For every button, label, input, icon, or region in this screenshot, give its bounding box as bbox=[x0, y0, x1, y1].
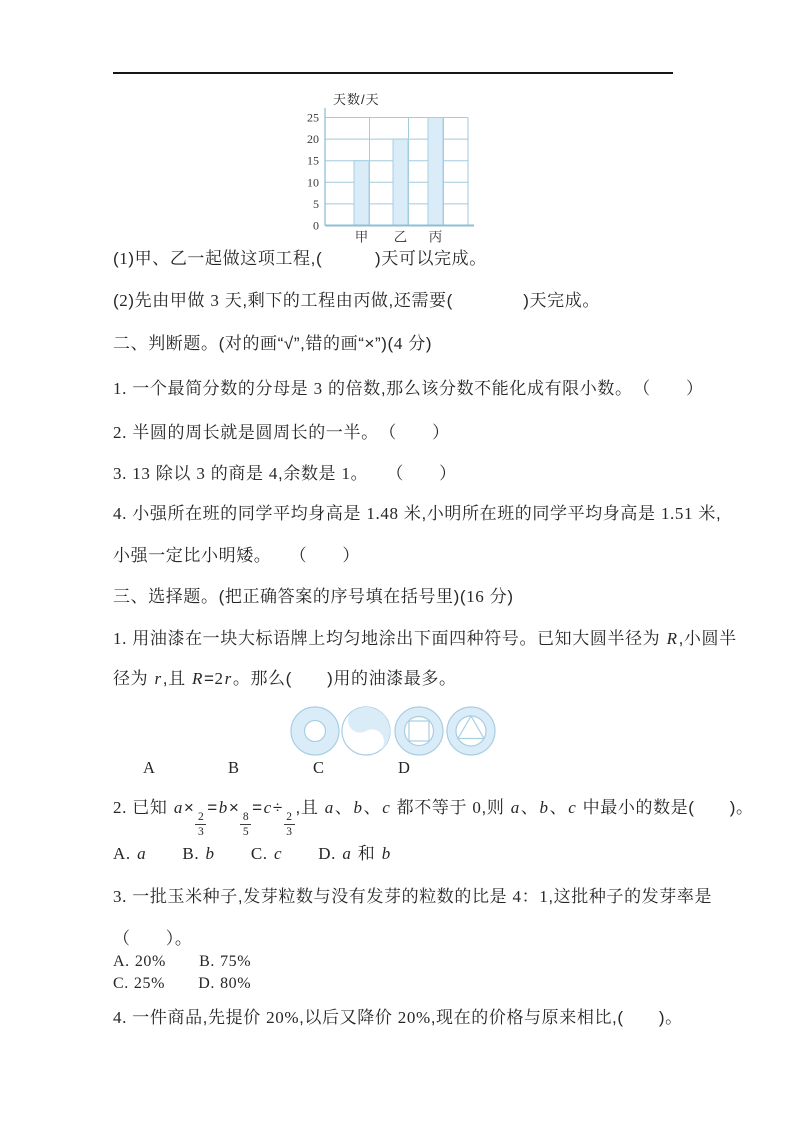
top-divider-line bbox=[113, 72, 673, 74]
choice-item-3-line-1: 3. 一批玉米种子,发芽粒数与没有发芽的粒数的比是 4：1,这批种子的发芽率是 bbox=[113, 887, 713, 906]
choice-item-2: 2. 已知 a× $\frac{2}{3}$ =b× $\frac{8}{5}$ =c÷ $\frac{2}{3}$ ,且 a、b、c 都不等于 0,则 a、b、c 中最小的数是( )。 bbox=[113, 798, 754, 838]
option-label-b: B bbox=[228, 758, 240, 777]
section-3-heading: 三、选择题。(把正确答案的序号填在括号里)(16 分) bbox=[113, 587, 514, 606]
svg-text:5: 5 bbox=[313, 196, 319, 211]
svg-text:20: 20 bbox=[307, 132, 319, 147]
choice-item-3-line-2: （ ）。 bbox=[113, 929, 193, 948]
fill-blank-question-1: (1)甲、乙一起做这项工程,( )天可以完成。 bbox=[113, 249, 487, 268]
option-label-d: D bbox=[398, 758, 410, 777]
svg-text:10: 10 bbox=[307, 175, 319, 190]
choice-item-1-line-2: 径为 r,且 R=2r。那么( )用的油漆最多。 bbox=[113, 669, 457, 688]
svg-text:0: 0 bbox=[313, 218, 319, 233]
svg-text:甲: 甲 bbox=[354, 229, 369, 245]
judge-item-4-line-1: 4. 小强所在班的同学平均身高是 1.48 米,小明所在班的同学平均身高是 1.51 米, bbox=[113, 504, 722, 523]
bar-chart bbox=[297, 84, 489, 246]
choice-item-3-options-row-1: A. 20% B. 75% bbox=[113, 953, 252, 970]
svg-text:乙: 乙 bbox=[393, 229, 408, 245]
svg-text:天数/天: 天数/天 bbox=[333, 92, 380, 107]
svg-text:25: 25 bbox=[307, 110, 319, 125]
fill-blank-question-2: (2)先由甲做 3 天,剩下的工程由丙做,还需要( )天完成。 bbox=[113, 291, 600, 310]
judge-item-3: 3. 13 除以 3 的商是 4,余数是 1。 （ ） bbox=[113, 464, 457, 483]
svg-text:丙: 丙 bbox=[428, 229, 443, 245]
svg-text:15: 15 bbox=[307, 153, 319, 168]
choice-item-4: 4. 一件商品,先提价 20%,以后又降价 20%,现在的价格与原来相比,( )。 bbox=[113, 1008, 683, 1027]
option-label-c: C bbox=[313, 758, 325, 777]
choice-item-2-options: A. a B. b C. c D. a 和 b bbox=[113, 844, 391, 863]
choice-item-3-options-row-2: C. 25% D. 80% bbox=[113, 975, 252, 992]
judge-item-4-line-2: 小强一定比小明矮。 （ ） bbox=[113, 546, 360, 565]
symbol-option-labels bbox=[113, 758, 678, 780]
section-2-heading: 二、判断题。(对的画“√”,错的画“×”)(4 分) bbox=[113, 334, 433, 353]
judge-item-2: 2. 半圆的周长就是圆周长的一半。 （ ） bbox=[113, 423, 450, 442]
option-label-a: A bbox=[143, 758, 155, 777]
choice-item-1-line-1: 1. 用油漆在一块大标语牌上均匀地涂出下面四种符号。已知大圆半径为 R,小圆半 bbox=[113, 629, 737, 648]
judge-item-1: 1. 一个最简分数的分母是 3 的倍数,那么该分数不能化成有限小数。 （ ） bbox=[113, 379, 704, 398]
